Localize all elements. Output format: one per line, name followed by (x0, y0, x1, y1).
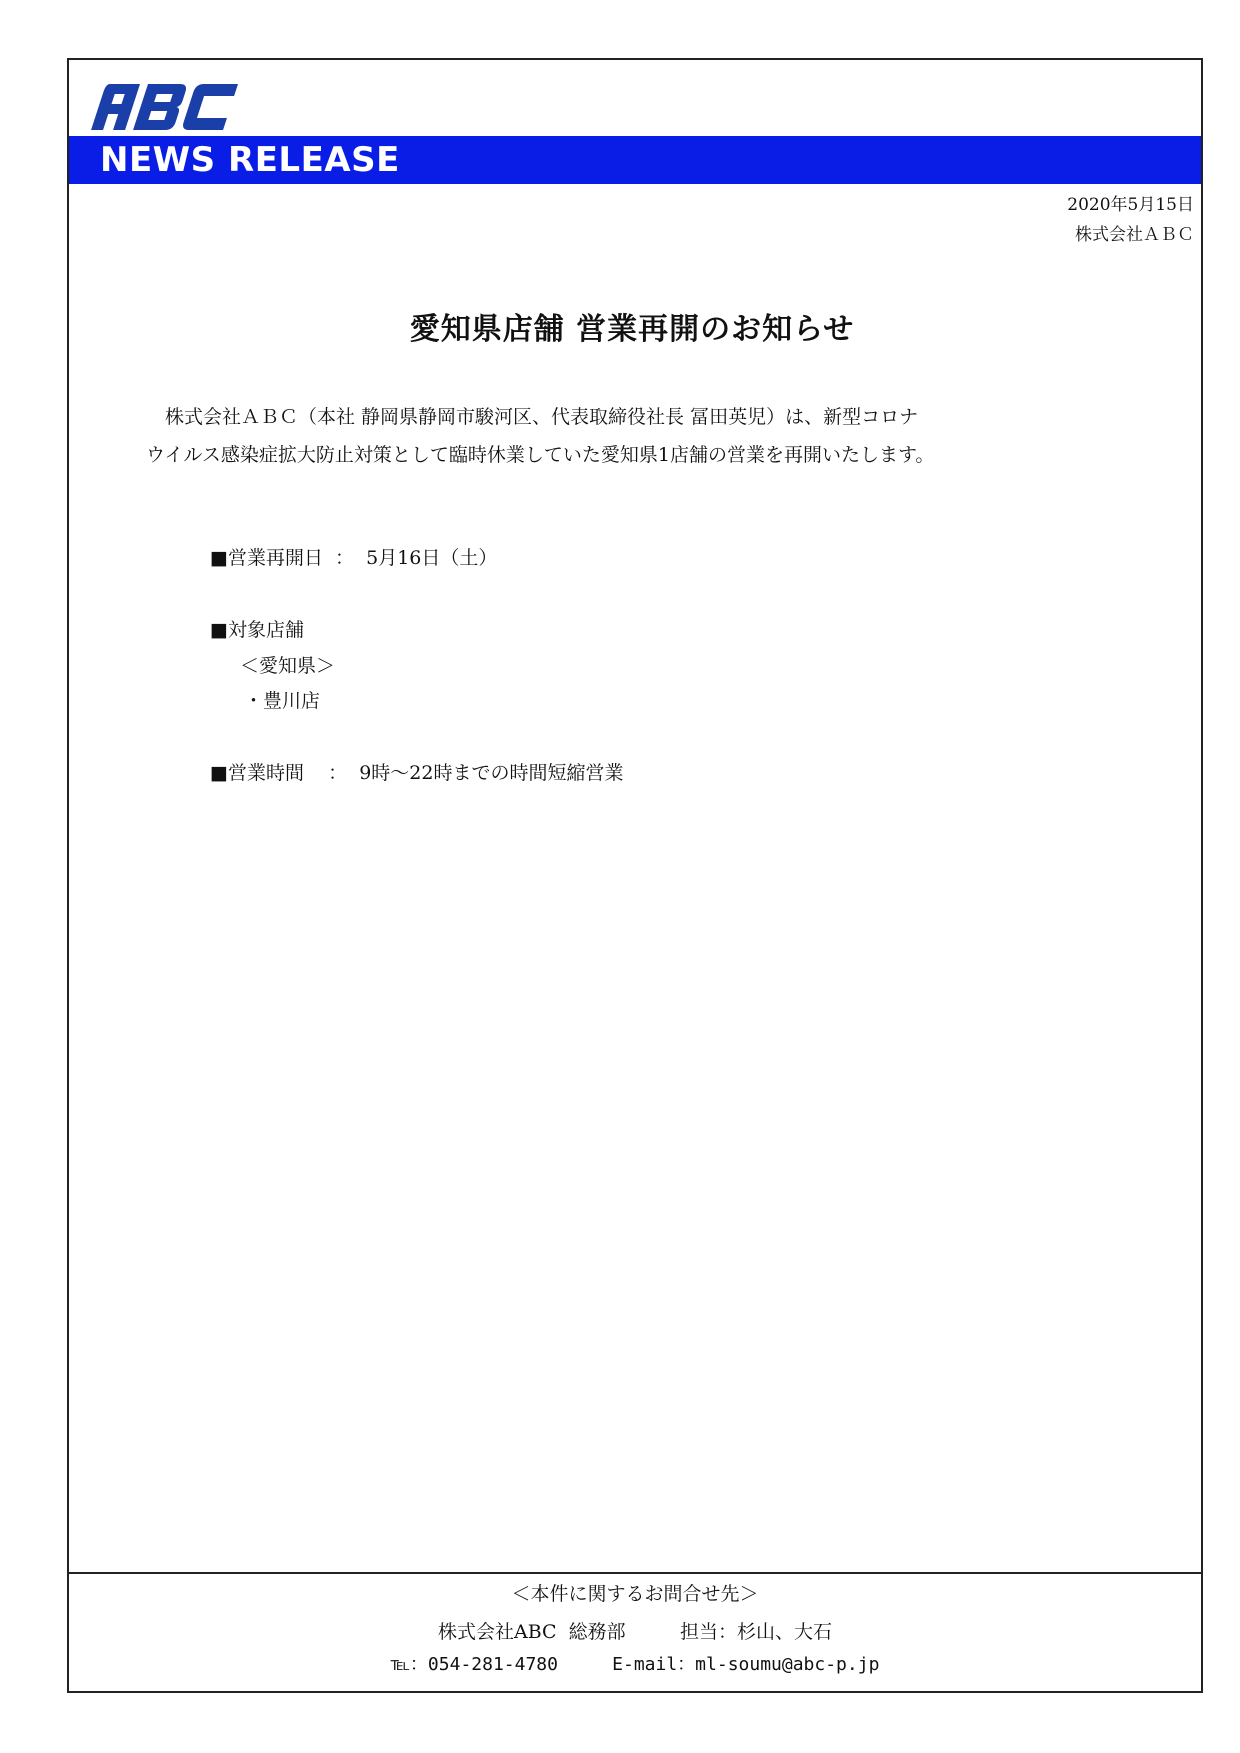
body-line-2: ウイルス感染症拡大防止対策として臨時休業していた愛知県1店舗の営業を再開いたします。 (146, 444, 935, 466)
contact-tel-email: ℡：054-281-4780 E-mail：ml-soumu@abc-p.jp (390, 1654, 880, 1675)
body-paragraph (146, 398, 1066, 474)
target-stores-heading: ■対象店舗 (210, 619, 304, 641)
contact-department: 株式会社ABC 総務部 担当：杉山、大石 (437, 1621, 832, 1643)
reopen-date-item: ■営業再開日 ： 5月16日（土） (210, 547, 498, 569)
business-hours-item: ■営業時間 ： 9時～22時までの時間短縮営業 (210, 762, 624, 784)
news-release-banner (69, 136, 1201, 184)
company-name: 株式会社ＡＢＣ (1075, 225, 1194, 245)
document-title: 愛知県店舗 営業再開のお知らせ (409, 312, 855, 347)
prefecture-label: ＜愛知県＞ (240, 655, 336, 677)
abc-logo (88, 84, 243, 130)
release-date: 2020年5月15日 (1067, 195, 1194, 215)
store-item: ・豊川店 (244, 690, 321, 712)
body-line-1: 株式会社ＡＢＣ（本社 静岡県静岡市駿河区、代表取締役社長 冨田英児）は、新型コロナ (165, 406, 919, 428)
contact-heading: ＜本件に関するお問合せ先＞ (511, 1583, 759, 1605)
banner-title: NEWS RELEASE (100, 140, 400, 180)
release-meta (1067, 190, 1194, 250)
footer-divider (67, 1572, 1203, 1574)
